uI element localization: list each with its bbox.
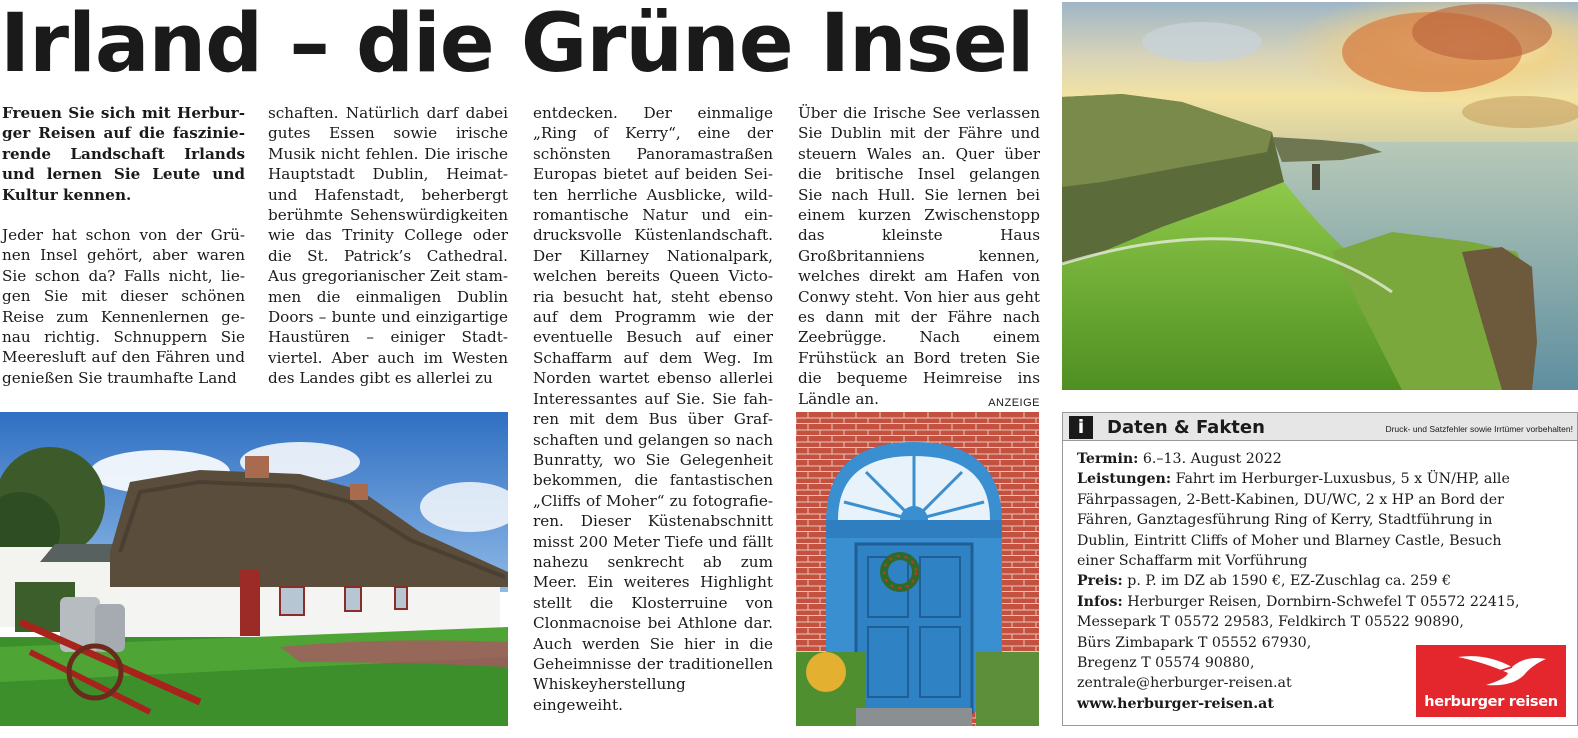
lead-paragraph: Freuen Sie sich mit Herburger Reisen auf die faszinierende Landschaft Irlands und lernen Sie Leute und Kultur kennen. (2, 104, 245, 204)
article-column-4 (798, 103, 1040, 413)
infos-line: Bürs Zimbapark T 05552 67930, (1077, 634, 1312, 651)
body-paragraph: Über die Irische See verlassen Sie Dublin mit der Fähre und steuern Wales an. Quer über die britische Insel gelangen Sie nach Hull. Sie lernen bei einem kurzen Zwischenstopp das kleinste Haus Großbritanniens kennen, welches direkt am Hafen von Conwy steht. Von hier aus geht es dann mit der Fähre nach Zeebrügge. Nach einem Frühstück an Bord treten Sie die bequeme Heimreise ins Ländle an. ANZEIGE (798, 103, 1040, 409)
herburger-reisen-logo (1416, 645, 1566, 717)
website-link[interactable]: www.herburger-reisen.at (1077, 695, 1274, 712)
infos-line: Bregenz T 05574 90880, (1077, 655, 1255, 672)
infos-line: Messepark T 05572 29583, Feldkirch T 05522 90890, (1077, 614, 1464, 631)
infos-line: Infos: Herburger Reisen, Dornbirn-Schwefel T 05572 22415, (1077, 593, 1520, 610)
body-paragraph: entdecken. Der einmalige „Ring of Kerry“, eine der schönsten Panoramastraßen Europas bietet auf beiden Seiten herrliche Ausblicke, wildromantische Natur und eindrucksvolle Küstenlandschaft. Der Killarney Nationalpark, welchen bereits Queen Victoria besucht hat, steht ebenso auf dem Programm wie der eventuelle Besuch auf einer Schaffarm auf dem Weg. Im Norden wartet ebenso allerlei Interessantes auf Sie. Sie fahren mit dem Bus über Grafschaften und gelangen so nach Bunratty, wo Sie Gelegenheit bekommen, die fantastischen „Cliffs of Moher“ zu fotografieren. Dieser Küstenabschnitt misst 200 Meter Tiefe und fällt nahezu senkrecht ab zum Meer. Ein weiteres Highlight stellt die Klosterruine von Clonmacnoise bei Athlone dar. Auch werden Sie hier in die Geheimnisse der traditionellen Whiskeyherstellung eingeweiht. (533, 104, 773, 714)
preis-line: Preis: p. P. im DZ ab 1590 €, EZ-Zuschlag ca. 259 € (1077, 573, 1452, 590)
body-paragraph: schaften. Natürlich darf dabei gutes Essen sowie irische Musik nicht fehlen. Die irische Hauptstadt Dublin, Heimat- und Hafenstadt, beherbergt berühmte Sehenswürdigkeiten wie das Trinity College oder die St. Patrick’s Cathedral. Aus gregorianischer Zeit stammen die einmaligen Dublin Doors – bunte und einzigartige Haustüren – einiger Stadtviertel. Aber auch im Westen des Landes gibt es allerlei zu (268, 104, 508, 388)
article-column-2 (268, 103, 508, 389)
disclaimer-text: Druck- und Satzfehler sowie Irrtümer vorbehalten! (1385, 424, 1573, 434)
ad-label: ANZEIGE (988, 396, 1040, 409)
logo-text: herburger reisen (1424, 694, 1558, 710)
thatched-cottage-photo (0, 412, 508, 726)
leistungen-line: Leistungen: Fahrt im Herburger-Luxusbus, 5 x ÜN/HP, alle Fährpassagen, 2-Bett-Kabinen, DU/WC, 2 x HP an Bord der Fähren, Ganztagesführung Ring of Kerry, Stadtführung in Dublin, Eintritt Cliffs of Moher und Blarney Castle, Besuch einer Schaffarm mit Vorführung (1077, 471, 1510, 570)
email-link[interactable]: zentrale@herburger-reisen.at (1077, 675, 1292, 692)
body-paragraph: Jeder hat schon von der Grünen Insel gehört, aber waren Sie schon da? Falls nicht, liegen Sie mit dieser schönen Reise zum Kennenlernen genau richtig. Schnuppern Sie Meeresluft auf den Fähren und genießen Sie traumhafte Land (2, 226, 245, 387)
blue-dublin-door-photo (796, 412, 1039, 726)
headline: Irland – die Grüne Insel (0, 0, 1034, 91)
facts-box-header (1063, 413, 1577, 441)
article-column-3 (533, 103, 773, 715)
article-column-1 (2, 103, 245, 388)
facts-box-title: Daten & Fakten (1107, 417, 1265, 438)
termin-line: Termin: 6.–13. August 2022 (1077, 451, 1282, 467)
cliffs-of-moher-photo (1062, 2, 1578, 390)
info-icon: i (1069, 416, 1093, 439)
